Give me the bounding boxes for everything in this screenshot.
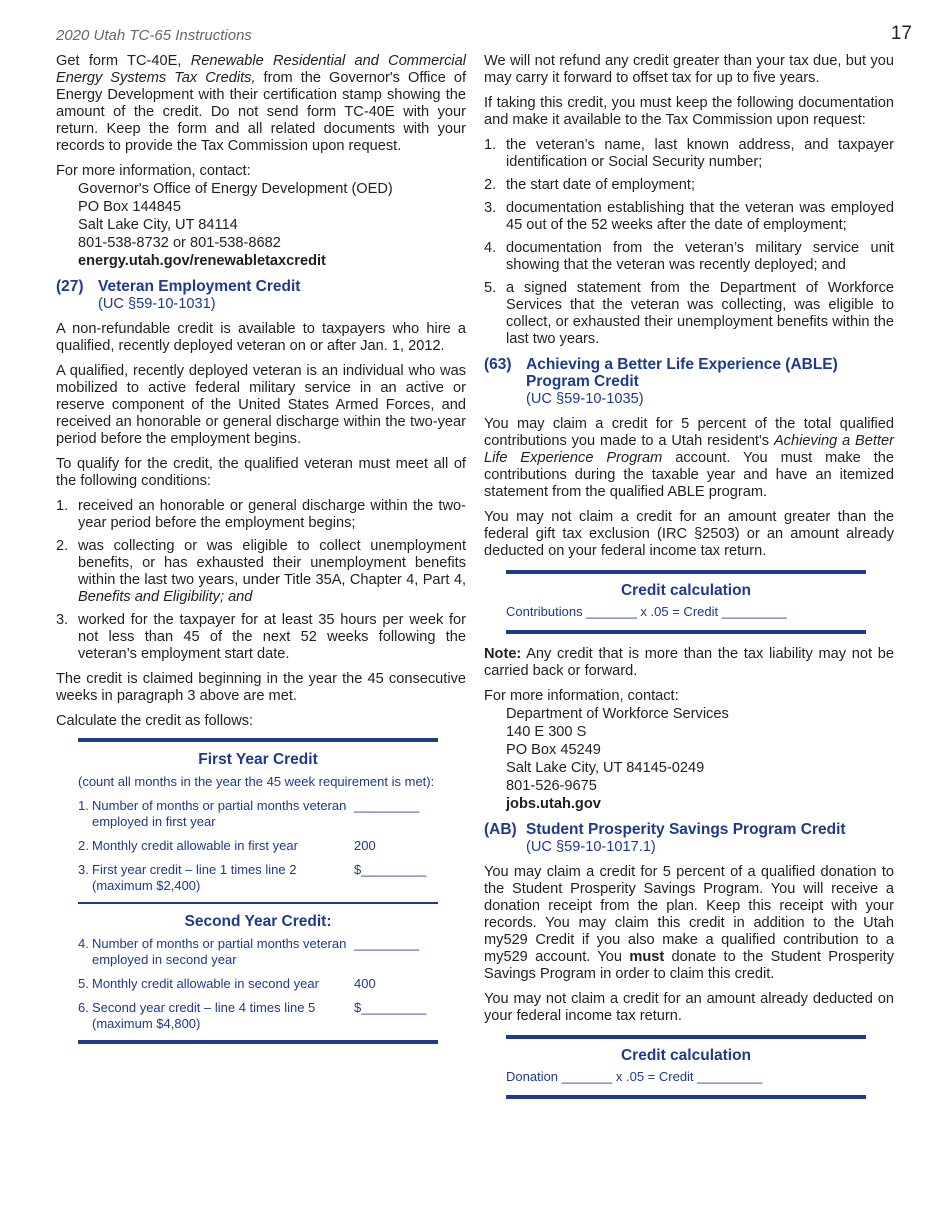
paragraph: Calculate the credit as follows:: [56, 713, 254, 729]
line-number: 6.: [78, 1000, 89, 1015]
line-number: 4.: [78, 936, 89, 951]
section-title: Achieving a Better Life Experience (ABLE) Program Credit: [526, 356, 838, 390]
line-6-field[interactable]: $_________: [354, 1000, 427, 1015]
section-ab-heading: [484, 821, 894, 838]
oed-website-link[interactable]: energy.utah.gov/renewabletaxcredit: [78, 253, 326, 269]
text: Get form TC-40E,: [56, 53, 191, 69]
paragraph: You may not claim a credit for an amount greater than the federal gift tax exclusion (IRC §2503) or an amount already deducted on your federal income tax return.: [484, 509, 894, 559]
line-label: Number of months or partial months veteran employed in first year: [92, 798, 347, 829]
line-label: Monthly credit allowable in first year: [92, 838, 298, 853]
right-column: [484, 53, 894, 1111]
line-label: Monthly credit allowable in second year: [92, 976, 319, 991]
text: Any credit that is more than the tax liability may not be carried back or forward.: [484, 646, 894, 679]
text: You may claim a credit for 5 percent of the total qualified contributions you made to a Utah resident's: [484, 416, 894, 449]
paragraph: You may not claim a credit for an amount already deducted on your federal income tax return.: [484, 991, 894, 1024]
part-title: Benefits and Eligibility; and: [78, 589, 253, 605]
section-63-heading: [484, 356, 894, 390]
line-4-field[interactable]: _________: [354, 936, 420, 951]
line-2-value: 200: [354, 838, 376, 853]
paragraph: A qualified, recently deployed veteran is an individual who was mobilized to active federal military service in an active or reserve component of the United States Armed Forces, and received an honorable or general discharge within the two-year period before the employment begins.: [56, 363, 466, 447]
note-label: Note:: [484, 646, 522, 662]
first-year-note: (count all months in the year the 45 week requirement is met):: [78, 774, 435, 789]
section-63-citation: (UC §59-10-1035): [526, 391, 644, 407]
line-3-field[interactable]: $_________: [354, 862, 427, 877]
calc-heading: Credit calculation: [620, 1047, 752, 1064]
text: You may claim a credit for 5 percent of a qualified donation to the Student Prosperity Savings Program. You will receive a donation receipt from the plan. Keep this receipt with your records. You may claim this credit in addition to the Utah my529 Credit if you also make a qualified contribution to a my529 account. You: [484, 864, 894, 965]
contact-line: 801-538-8732 or 801-538-8682: [78, 235, 281, 251]
list-item: [484, 240, 894, 274]
paragraph: We will not refund any credit greater than your tax due, but you may carry it forward to offset tax for up to five years.: [484, 53, 894, 86]
item-text: the start date of employment;: [506, 177, 696, 193]
worksheet-line-1: [78, 798, 438, 830]
section-title: Student Prosperity Savings Program Credit: [526, 821, 846, 838]
item-number: 2.: [484, 177, 497, 193]
section-number: (AB): [484, 821, 517, 838]
section-number: (27): [56, 278, 84, 295]
able-paragraph: [484, 416, 894, 501]
page-number: 17: [890, 23, 912, 44]
form-title: Renewable Residential and Commercial Energy Systems Tax Credits,: [56, 53, 466, 86]
line-label: Number of months or partial months veteran employed in second year: [92, 936, 347, 967]
list-item: [484, 137, 894, 171]
list-item: [484, 280, 894, 348]
item-number: 1.: [484, 137, 497, 153]
divider: [78, 902, 438, 904]
item-number: 3.: [56, 612, 69, 628]
paragraph: The credit is claimed beginning in the year the 45 consecutive weeks in paragraph 3 above are met.: [56, 671, 466, 704]
worksheet-line-5: [78, 976, 438, 992]
section-27-heading: [56, 278, 466, 295]
second-year-heading: Second Year Credit:: [184, 913, 332, 930]
text: donate to the Student Prosperity Savings Program in order to claim this credit.: [484, 949, 894, 982]
item-text: worked for the taxpayer for at least 35 hours per week for not less than 45 of the next 52 weeks following the veteran’s employment start date.: [78, 612, 466, 662]
section-ab-citation: (UC §59-10-1017.1): [526, 839, 656, 855]
contact-line: PO Box 45249: [506, 742, 601, 758]
conditions-list: [56, 498, 466, 663]
line-number: 3.: [78, 862, 89, 877]
dws-contact: [506, 705, 894, 813]
item-text: [78, 538, 466, 606]
contact-line: Governor's Office of Energy Development (OED): [78, 181, 393, 197]
item-text: received an honorable or general discharge within the two-year period before the employment begins;: [78, 498, 466, 531]
worksheet-line-6: [78, 1000, 438, 1032]
left-column: [56, 53, 466, 1054]
contact-line: PO Box 144845: [78, 199, 182, 215]
item-text: a signed statement from the Department of Workforce Services that the veteran was collecting, was eligible to collect, or exhausted their unemployment benefits within the last two years.: [506, 280, 894, 347]
running-header: 2020 Utah TC-65 Instructions: [56, 27, 252, 44]
student-prosperity-credit-calculation: [506, 1035, 866, 1099]
oed-contact: [78, 180, 466, 270]
item-number: 1.: [56, 498, 69, 514]
section-number: (63): [484, 356, 512, 373]
contact-line: Salt Lake City, UT 84145-0249: [506, 760, 705, 776]
item-number: 3.: [484, 200, 497, 216]
able-credit-calculation: [506, 570, 866, 634]
paragraph: To qualify for the credit, the qualified veteran must meet all of the following conditions:: [56, 456, 466, 489]
item-text: documentation from the veteran’s military service unit showing that the veteran was recently deployed; and: [506, 240, 894, 273]
line-number: 5.: [78, 976, 89, 991]
worksheet-line-4: [78, 936, 438, 968]
line-label: Second year credit – line 4 times line 5 (maximum $4,800): [92, 1000, 316, 1031]
contact-line: Salt Lake City, UT 84114: [78, 217, 238, 233]
line-number: 2.: [78, 838, 89, 853]
item-number: 5.: [484, 280, 497, 296]
text: from the Governor's Office of Energy Development with their certification stamp showing the amount of the credit. Do not send form TC-40E with your return. Keep the form and all related documents with your records to provide the Tax Commission upon request.: [56, 70, 466, 154]
list-item: [56, 538, 466, 606]
line-1-field[interactable]: _________: [354, 798, 420, 813]
item-number: 2.: [56, 538, 69, 554]
worksheet-line-2: [78, 838, 438, 854]
tc40e-paragraph: [56, 53, 466, 155]
paragraph: If taking this credit, you must keep the following documentation and make it available to the Tax Commission upon request:: [484, 95, 894, 128]
list-item: [484, 177, 894, 194]
contributions-formula[interactable]: Contributions _______ x .05 = Credit _________: [506, 604, 787, 619]
donation-formula[interactable]: Donation _______ x .05 = Credit _________: [506, 1069, 763, 1084]
first-year-heading: First Year Credit: [198, 751, 318, 768]
line-number: 1.: [78, 798, 89, 813]
line-5-value: 400: [354, 976, 376, 991]
dws-website-link[interactable]: jobs.utah.gov: [506, 796, 601, 812]
section-27-citation: (UC §59-10-1031): [98, 296, 216, 312]
list-item: [484, 200, 894, 234]
contact-intro: For more information, contact:: [484, 688, 679, 704]
note-paragraph: [484, 646, 894, 680]
item-text: documentation establishing that the veteran was employed 45 out of the 52 weeks after the date of employment;: [506, 200, 894, 233]
list-item: [56, 498, 466, 532]
text: account. You must make the contributions during the taxable year and have an itemized statement from the qualified ABLE program.: [484, 450, 894, 500]
contact-line: 801-526-9675: [506, 778, 597, 794]
documentation-list: [484, 137, 894, 348]
section-title: Veteran Employment Credit: [98, 278, 301, 295]
worksheet-line-3: [78, 862, 438, 894]
contact-line: Department of Workforce Services: [506, 706, 729, 722]
program-name: Achieving a Better Life Experience Program: [484, 433, 894, 466]
student-prosperity-paragraph: [484, 864, 894, 983]
list-item: [56, 612, 466, 663]
item-text: the veteran’s name, last known address, and taxpayer identification or Social Security number;: [506, 137, 894, 170]
text: was collecting or was eligible to collect unemployment benefits, or has exhausted their unemployment benefits within the last two years, under Title 35A, Chapter 4, Part 4,: [78, 538, 466, 588]
item-number: 4.: [484, 240, 497, 256]
line-label: First year credit – line 1 times line 2 (maximum $2,400): [92, 862, 297, 893]
emphasis: must: [629, 949, 665, 965]
veteran-credit-worksheet: [78, 738, 438, 1044]
paragraph: A non-refundable credit is available to taxpayers who hire a qualified, recently deployed veteran on or after Jan. 1, 2012.: [56, 321, 466, 354]
calc-heading: Credit calculation: [620, 582, 752, 599]
contact-line: 140 E 300 S: [506, 724, 587, 740]
contact-intro: For more information, contact:: [56, 163, 251, 179]
